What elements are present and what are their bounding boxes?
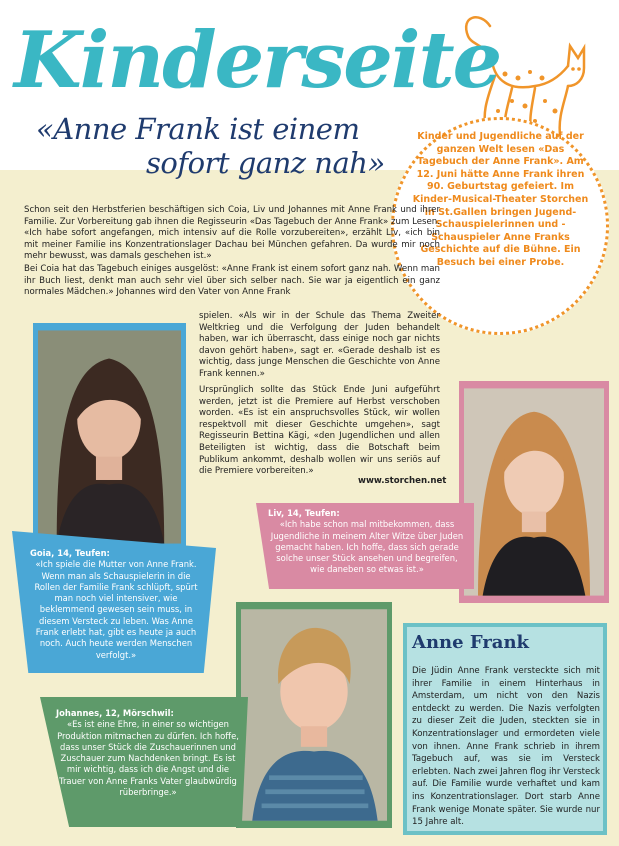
headline-line-1: «Anne Frank ist einem <box>36 112 360 146</box>
johannes-quote-name: Johannes, 12, Mörschwil: <box>56 708 174 718</box>
portrait-johannes <box>241 607 387 823</box>
article-paragraph-4: Ursprünglich sollte das Stück Ende Juni aufgeführt werden, jetzt ist die Premiere auf Herbst verschoben worden. «Es ist ein anspruchsvolles Stück, wir wollen respektvoll mit dieser Geschichte umgehen», sagt Regisseurin Bettina Kägi, «den Jugendlichen und allen Beteiligten ist wichtig, dass die Botschaft beim Publikum ankommt, deshalb wollen wir uns seriös auf die Premiere vorbereiten.» <box>199 385 440 477</box>
goia-quote-text: «Ich spiele die Mutter von Anne Frank. Wenn man als Schauspielerin in die Rollen der Familie Frank schlüpft, spürt man noch viel intensiver, wie beklemmend gewesen sein muss, in diesem Versteck zu leben. Was Anne Frank erlebt hat, gibt es heute ja auch noch. Auch heute werden Menschen verfolgt.» <box>34 559 198 660</box>
portrait-goia <box>38 328 181 546</box>
teaser-text: Kinder und Jugendliche auf der ganzen Welt lesen «Das Tagebuch der Anne Frank». Am 12. Juni hätte Anne Frank ihren 90. Geburtstag gefeiert. Im Kinder-Musical-Theater Storchen in St.Gallen bringen Jugend-Schauspielerinnen und -Schauspieler Anne Franks Geschichte auf die Bühne. Ein Besuch bei einer Probe. <box>412 131 589 268</box>
website-link[interactable]: www.storchen.net <box>358 476 447 486</box>
headline-line-2: sofort ganz nah» <box>146 146 385 180</box>
photo-frame-liv <box>459 381 609 603</box>
article-paragraph-2: Bei Coia hat das Tagebuch einiges ausgelöst: «Anne Frank ist einem sofort ganz nah. Wenn man ihr Buch liest, denkt man auch sehr viel über sich selber nach. Sie war ja eigentlich ein ganz normales Mädchen.» Johannes wird den Vater von Anne Frank <box>24 264 440 298</box>
johannes-quote-text: «Es ist eine Ehre, in einer so wichtigen Produktion mitmachen zu dürfen. Ich hoffe, dass unser Stück die Zuschauerinnen und Zuschauer zum Nachdenken bringt. Es ist mir wichtig, dass ich die Angst und die Trauer von Anne Franks Vater glaubwürdig rüberbringe.» <box>57 719 239 798</box>
page-title: Kinderseite <box>14 15 501 106</box>
johannes-quote <box>56 708 240 798</box>
photo-frame-goia <box>33 323 186 551</box>
photo-frame-johannes <box>236 602 392 828</box>
article-paragraph-1: Schon seit den Herbstferien beschäftigen sich Coia, Liv und Johannes mit Anne Frank und ihrer Familie. Zur Vorbereitung gab ihnen die Regisseurin «Das Tagebuch der Anne Frank» zum Lesen. «Ich habe sofort angefangen, mich intensiv auf die Rolle vorzubereiten», erzählt Liv, «ich bin mit meiner Familie ins Konzentrationslager Dachau bei München gefahren. Da wurde mir noch mehr bewusst, was damals geschehen ist.» <box>24 205 440 262</box>
article-paragraph-3: spielen. «Als wir in der Schule das Thema Zweiter Weltkrieg und die Verfolgung der Juden behandelt haben, war ich überrascht, dass einige noch gar nichts davon gehört haben», sagt er. «Gerade deshalb ist es wichtig, dass junge Menschen die Geschichte von Anne Frank kennen.» <box>199 311 440 379</box>
portrait-liv <box>464 386 604 598</box>
liv-quote-text: «Ich habe schon mal mitbekommen, dass Jugendliche in meinem Alter Witze über Juden gemacht haben. Ich hoffe, dass sich gerade solche unser Stück ansehen und begreifen, wie daneben so etwas ist.» <box>270 519 464 575</box>
goia-quote-name: Goia, 14, Teufen: <box>30 548 110 558</box>
info-title: Anne Frank <box>412 632 530 653</box>
goia-quote <box>30 548 202 661</box>
info-text: Die Jüdin Anne Frank versteckte sich mit ihrer Familie in einem Hinterhaus in Amsterdam, um nicht von den Nazis entdeckt zu werden. Die Nazis verfolgten zu dieser Zeit die Juden, steckten sie in Konzentrationslager und ermordeten viele von ihnen. Anne Frank schrieb in ihrem Tagebuch auf, was sie im Versteck erlebten. Nach zwei Jahren flog ihr Versteck auf. Die Familie wurde verhaftet und kam ins Konzentrationslager. Dort starb Anne Frank wenige Monate später. Sie wurde nur 15 Jahre alt. <box>412 666 600 828</box>
liv-quote <box>268 508 466 576</box>
liv-quote-name: Liv, 14, Teufen: <box>268 508 340 518</box>
